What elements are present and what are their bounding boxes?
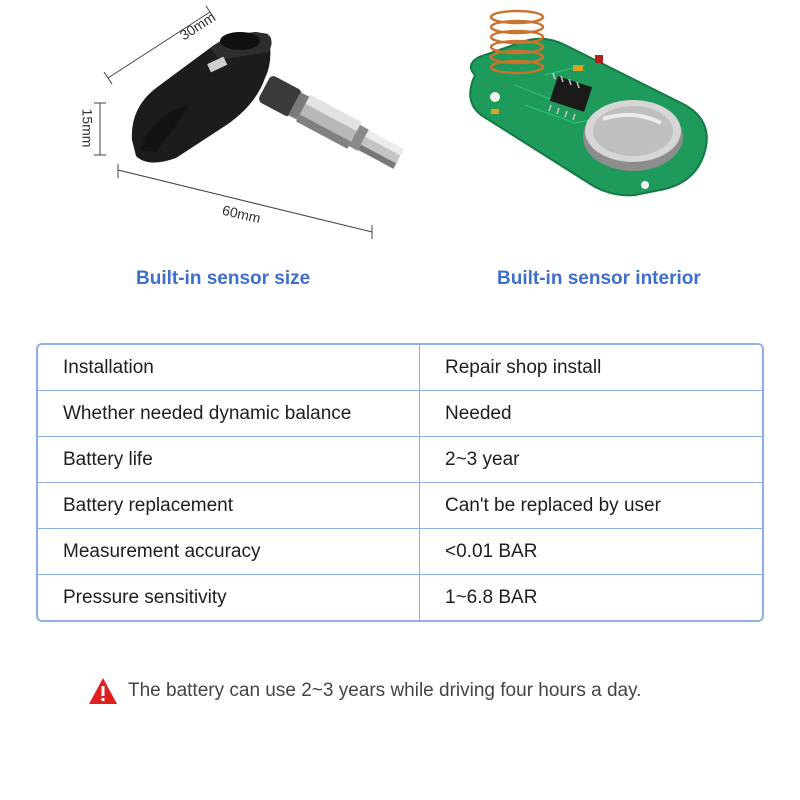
spec-value: Needed [420, 391, 762, 437]
spec-value: Can't be replaced by user [420, 483, 762, 529]
battery-note [88, 676, 641, 706]
height-dimension-label: 15mm [79, 108, 96, 148]
spec-label: Pressure sensitivity [38, 575, 420, 620]
warning-icon [88, 677, 118, 705]
battery-note-text: The battery can use 2~3 years while driving four hours a day. [128, 680, 642, 701]
spec-label: Battery replacement [38, 483, 420, 529]
spec-value: 2~3 year [420, 437, 762, 483]
spec-label: Battery life [38, 437, 420, 483]
spec-table [36, 343, 764, 622]
sensor-interior-caption: Built-in sensor interior [497, 268, 701, 289]
table-row [38, 437, 762, 483]
table-row [38, 483, 762, 529]
spec-label: Measurement accuracy [38, 529, 420, 575]
length-dimension-label: 60mm [220, 201, 263, 227]
table-row [38, 529, 762, 575]
width-dimension-label: 30mm [176, 8, 219, 44]
spec-value: Repair shop install [420, 345, 762, 391]
table-row [38, 391, 762, 437]
spec-value: 1~6.8 BAR [445, 586, 538, 608]
table-row [38, 575, 762, 620]
spec-label: Installation [38, 345, 420, 391]
sensor-size-illustration [60, 0, 420, 240]
spec-value: <0.01 BAR [420, 529, 762, 575]
table-row [38, 345, 762, 391]
sensor-interior-illustration [455, 5, 725, 210]
sensor-size-caption: Built-in sensor size [136, 268, 311, 289]
spec-label: Whether needed dynamic balance [38, 391, 420, 437]
